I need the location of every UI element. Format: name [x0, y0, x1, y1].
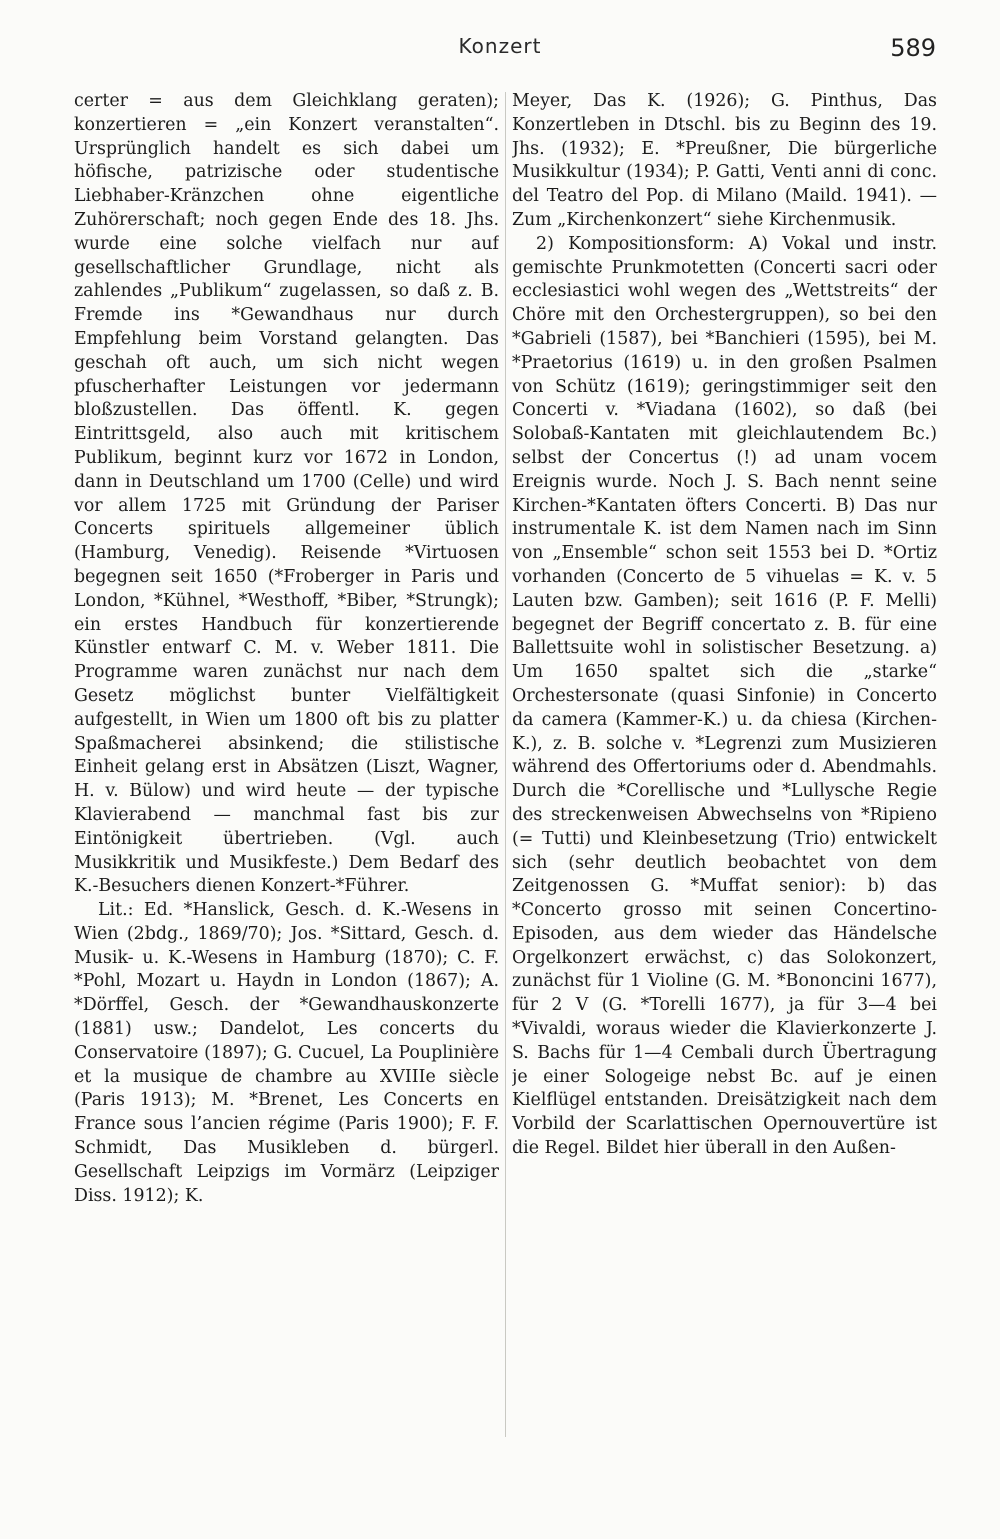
column-divider — [505, 92, 506, 1437]
literature-paragraph: Lit.: Ed. *Hanslick, Gesch. d. K.-Wesens in Wien (2bdg., 1869/70); Jos. *Sittard, Gesch. d. Musik- u. K.-Wesens in Hamburg (1870); C. F. *Pohl, Mozart u. Haydn in London (1867); A. *Dörffel, Gesch. der *Gewandhauskonzerte (1881) usw.; Dandelot, Les concerts du Conservatoire (1897); G. Cucuel, La Pouplinière et la musique de chambre au XVIIIe siècle (Paris 1913); M. *Brenet, Les Concerts en France sous l’ancien régime (Paris 1900); F. F. Schmidt, Das Musikleben d. bürgerl. Gesellschaft Leipzigs im Vormärz (Leipziger Diss. 1912); K. — [74, 900, 499, 1206]
left-column — [74, 90, 499, 1490]
running-head: Konzert — [458, 34, 542, 58]
right-column — [512, 90, 937, 1490]
concert-history-paragraph: certer = aus dem Gleichklang geraten); konzertieren = „ein Konzert veranstalten“. Ursprünglich handelt es sich dabei um höfische, patrizische oder studentische Liebhaber-Kränzchen ohne eigentliche Zuhörerschaft; noch gegen Ende des 18. Jhs. wurde eine solche vielfach nur auf gesellschaftlicher Grundlage, nicht als zahlendes „Publikum“ zugelassen, so daß z. B. Fremde ins *Gewandhaus nur durch Empfehlung beim Vorstand gelangten. Das geschah oft auch, um sich nicht wegen pfuscherhafter Leistungen vor jedermann bloßzustellen. Das öffentl. K. gegen Eintrittsgeld, also auch mit kritischem Publikum, beginnt kurz vor 1672 in London, dann in Deutschland um 1700 (Celle) und wird vor allem 1725 mit Gründung der Pariser Concerts spirituels allgemeiner üblich (Hamburg, Venedig). Reisende *Virtuosen begegnen seit 1650 (*Froberger in Paris und London, *Kühnel, *Westhoff, *Biber, *Strungk); ein erstes Handbuch für konzertierende Künstler entwarf C. M. v. Weber 1811. Die Programme waren zunächst nur nach dem Gesetz möglichst bunter Vielfältigkeit aufgestellt, in Wien um 1800 oft bis zu platter Spaßmacherei absinkend; die stilistische Einheit gelang erst in Absätzen (Liszt, Wagner, H. v. Bülow) und wird heute — der typische Klavierabend — manchmal fast bis zur Eintönigkeit übertrieben. (Vgl. auch Musikkritik und Musikfeste.) Dem Bedarf des K.-Besuchers dienen Konzert-*Führer. — [74, 91, 499, 897]
composition-form-paragraph: 2) Kompositionsform: A) Vokal und instr. gemischte Prunkmotetten (Concerti sacri oder ecclesiastici wohl wegen des „Wettstreits“ der Chöre mit den Orchestergruppen), so bei den *Gabrieli (1587), bei *Banchieri (1595), bei M. *Praetorius (1619) u. in den großen Psalmen von Schütz (1619); geringstimmiger seit den Concerti v. *Viadana (1602), so daß (bei Solobaß-Kantaten mit gleichlautendem Bc.) selbst der Concertus (!) ad unam vocem Ereignis wurde. Noch J. S. Bach nennt seine Kirchen-*Kantaten öfters Concerti. B) Das nur instrumentale K. ist dem Namen nach im Sinn von „Ensemble“ schon seit 1553 bei D. *Ortiz vorhanden (Concerto de 5 vihuelas = K. v. 5 Lauten bzw. Gamben); seit 1616 (P. F. Melli) begegnet der Begriff concertato z. B. für eine Ballettsuite wohl in solistischer Besetzung. a) Um 1650 spaltet sich die „starke“ Orchestersonate (quasi Sinfonie) in Concerto da camera (Kammer-K.) u. da chiesa (Kirchen-K.), z. B. solche v. *Legrenzi zum Musizieren während des Offertoriums oder d. Abendmahls. Durch die *Corellische und *Lullysche Regie des streckenweisen Abwechselns von *Ripieno (= Tutti) und Kleinbesetzung (Trio) entwickelt sich (sehr deutlich beobachtet von dem Zeitgenossen G. *Muffat senior): b) das *Concerto grosso mit seinen Concertino-Episoden, aus dem wieder das Händelsche Orgelkonzert erwächst, c) das Solokonzert, zunächst für 1 Violine (G. M. *Bononcini 1677), für 2 V (G. *Torelli 1677), ja für 3—4 bei *Vivaldi, woraus wieder die Klavierkonzerte J. S. Bachs für 1—4 Cembali durch Übertragung je einer Sologeige nebst Bc. auf je einen Kielflügel entstanden. Dreisätzigkeit nach dem Vorbild der Scarlattischen Opernouvertüre ist die Regel. Bildet hier überall in den Außen- — [512, 233, 937, 1159]
page-number: 589 — [890, 34, 936, 62]
page-header — [0, 34, 1000, 68]
literature-continued-paragraph: Meyer, Das K. (1926); G. Pinthus, Das Konzertleben in Dtschl. bis zu Beginn des 19. Jhs. (1932); E. *Preußner, Die bürgerliche Musikkultur (1934); P. Gatti, Venti anni di conc. del Teatro del Pop. di Milano (Maild. 1941). — Zum „Kirchenkonzert“ siehe Kirchenmusik. — [512, 91, 937, 230]
